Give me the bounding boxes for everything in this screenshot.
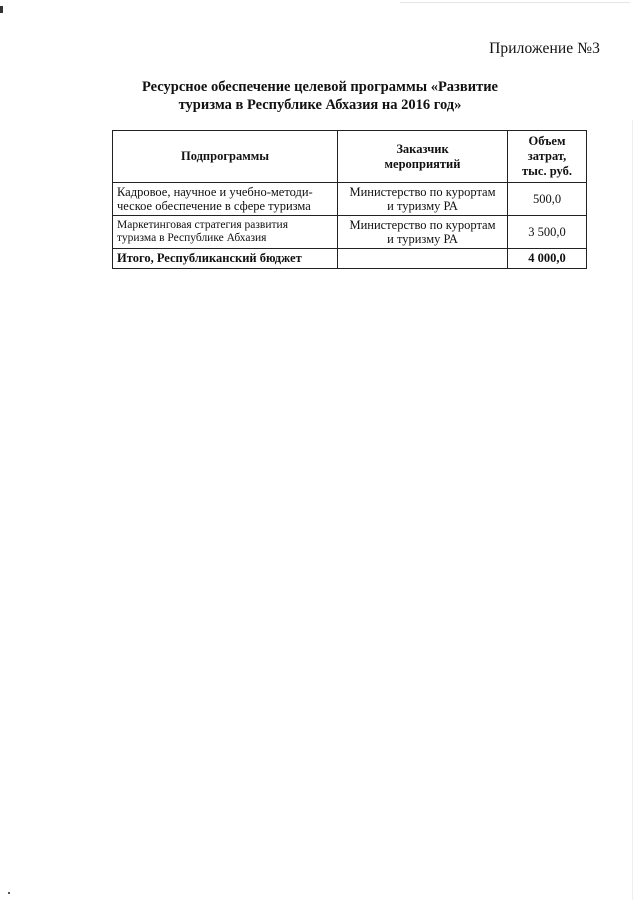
title-line-1: Ресурсное обеспечение целевой программы «Развитие: [142, 79, 498, 95]
scan-artifact-bottom: [8, 892, 10, 894]
total-label: Итого, Республиканский бюджет: [113, 249, 338, 269]
subprogram-name-line-2: ческое обеспечение в сфере туризма: [117, 199, 311, 213]
resource-table: [112, 130, 587, 269]
total-customer: [338, 249, 508, 269]
header-cost-line-1: Объем: [528, 134, 566, 148]
customer-line-1: Министерство по курортам: [349, 185, 496, 199]
scan-artifact-line: [400, 2, 630, 3]
table-row: [113, 183, 587, 216]
subprogram-name-line-1: Кадровое, научное и учебно-методи-: [117, 185, 313, 199]
header-cost-line-3: тыс. руб.: [522, 164, 572, 178]
scan-artifact-top: [0, 6, 3, 13]
header-customer: [338, 131, 508, 183]
subprogram-name-line-2: туризма в Республике Абхазия: [117, 232, 267, 244]
header-customer-line-2: мероприятий: [384, 156, 461, 171]
subprogram-name-line-1: Маркетинговая стратегия развития: [117, 219, 288, 231]
subprogram-name: [113, 183, 338, 216]
table-row: [113, 216, 587, 249]
total-amount: 4 000,0: [508, 249, 587, 269]
amount-cell: 3 500,0: [508, 216, 587, 249]
title-line-2: туризма в Республике Абхазия на 2016 год»: [178, 97, 462, 113]
header-cost-line-2: затрат,: [527, 149, 567, 163]
customer-line-2: и туризму РА: [387, 199, 458, 213]
document-title: [110, 78, 530, 114]
appendix-label: Приложение №3: [489, 40, 600, 57]
amount-cell: 500,0: [508, 183, 587, 216]
customer-cell: [338, 183, 508, 216]
header-customer-line-1: Заказчик: [396, 141, 449, 156]
customer-cell: [338, 216, 508, 249]
header-subprograms: Подпрограммы: [113, 131, 338, 183]
table-header-row: [113, 131, 587, 183]
customer-line-2: и туризму РА: [387, 232, 458, 246]
subprogram-name: [113, 216, 338, 249]
customer-line-1: Министерство по курортам: [349, 218, 496, 232]
total-row: [113, 249, 587, 269]
scan-artifact-edge: [632, 120, 633, 900]
header-cost: [508, 131, 587, 183]
